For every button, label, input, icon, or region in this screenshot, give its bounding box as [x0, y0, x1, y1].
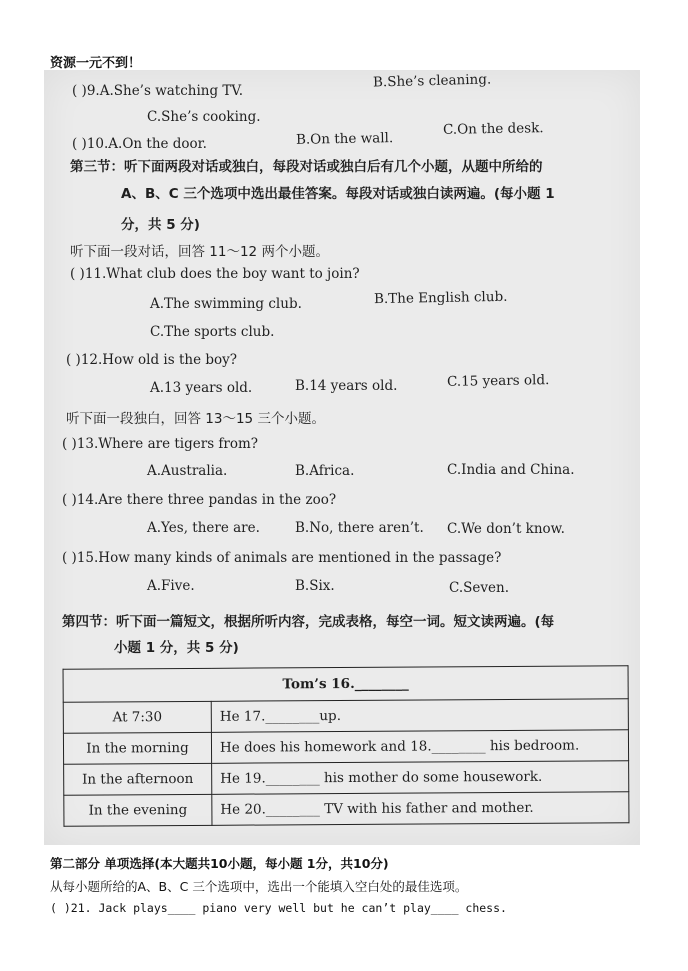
question-13-option-b: B.Africa. [295, 463, 355, 479]
table-row-content: He does his homework and 18.________ his bedroom. [211, 730, 628, 764]
table-row-label: In the morning [63, 732, 211, 764]
question-15-option-c: C.Seven. [449, 580, 509, 596]
question-15-stem: ( )15.How many kinds of animals are mentioned in the passage? [62, 550, 502, 566]
table-header-row [63, 666, 628, 702]
question-14-stem: ( )14.Are there three pandas in the zoo? [62, 492, 337, 508]
table-row [64, 761, 629, 795]
top-note: 资源一元不到！ [50, 56, 142, 71]
table-row-content: He 17.________up. [211, 699, 628, 733]
part-2-title: 第二部分 单项选择(本大题共10小题，每小题 1分，共10分) [50, 856, 389, 871]
question-10-stem: ( )10.A.On the door. [72, 136, 207, 152]
question-13-option-c: C.India and China. [447, 462, 575, 478]
question-10-option-b: B.On the wall. [295, 130, 394, 148]
table-row-label: In the afternoon [64, 763, 212, 795]
table-row [64, 792, 629, 826]
question-15-option-a: A.Five. [147, 578, 195, 594]
question-11-option-a: A.The swimming club. [150, 296, 302, 312]
question-14-option-c: C.We don’t know. [447, 521, 565, 537]
table-row-label: In the evening [64, 794, 212, 826]
question-11-option-b: B.The English club. [373, 288, 508, 308]
section-3-heading-line3: 分，共 5 分) [121, 217, 200, 233]
question-15-option-b: B.Six. [295, 578, 335, 594]
question-12-option-a: A.13 years old. [150, 380, 253, 396]
question-11-option-c: C.The sports club. [150, 324, 275, 340]
table-title: Tom’s 16.________ [63, 666, 628, 702]
listening-table [63, 665, 630, 826]
question-12-option-c: C.15 years old. [446, 372, 550, 390]
question-9-stem: ( )9.A.She’s watching TV. [72, 83, 244, 99]
question-14-option-a: A.Yes, there are. [147, 520, 260, 536]
table-row-content: He 19.________ his mother do some housework. [212, 761, 629, 795]
question-9-option-b: B.She’s cleaning. [372, 71, 492, 91]
question-9-option-c: C.She’s cooking. [147, 109, 261, 125]
question-12-stem: ( )12.How old is the boy? [66, 352, 237, 368]
table-row [63, 699, 628, 733]
section-3-intro-monologue: 听下面一段独白，回答 13～15 三个小题。 [66, 411, 325, 427]
question-14-option-b: B.No, there aren’t. [295, 520, 424, 536]
section-3-intro-dialogue: 听下面一段对话，回答 11～12 两个小题。 [70, 244, 329, 260]
section-4-heading-line1: 第四节：听下面一篇短文，根据所听内容，完成表格，每空一词。短文读两遍。(每 [62, 614, 555, 630]
table-row-content: He 20.________ TV with his father and mother. [212, 792, 629, 826]
section-4-heading-line2: 小题 1 分，共 5 分) [114, 640, 239, 656]
section-3-heading-line2: A、B、C 三个选项中选出最佳答案。每段对话或独白读两遍。(每小题 1 [121, 186, 555, 202]
question-12-option-b: B.14 years old. [295, 378, 398, 394]
question-21-stem: ( )21. Jack plays____ piano very well but he can’t play____ chess. [50, 901, 507, 915]
table-row-label: At 7:30 [63, 701, 211, 733]
question-13-stem: ( )13.Where are tigers from? [62, 436, 259, 452]
section-3-heading-line1: 第三节：听下面两段对话或独白，每段对话或独白后有几个小题，从题中所给的 [70, 159, 543, 175]
question-10-option-c: C.On the desk. [442, 120, 544, 138]
question-13-option-a: A.Australia. [147, 463, 228, 479]
table-row [63, 730, 628, 764]
question-11-stem: ( )11.What club does the boy want to join? [70, 266, 360, 282]
part-2-instruction: 从每小题所给的A、B、C 三个选项中，选出一个能填入空白处的最佳选项。 [50, 879, 468, 894]
